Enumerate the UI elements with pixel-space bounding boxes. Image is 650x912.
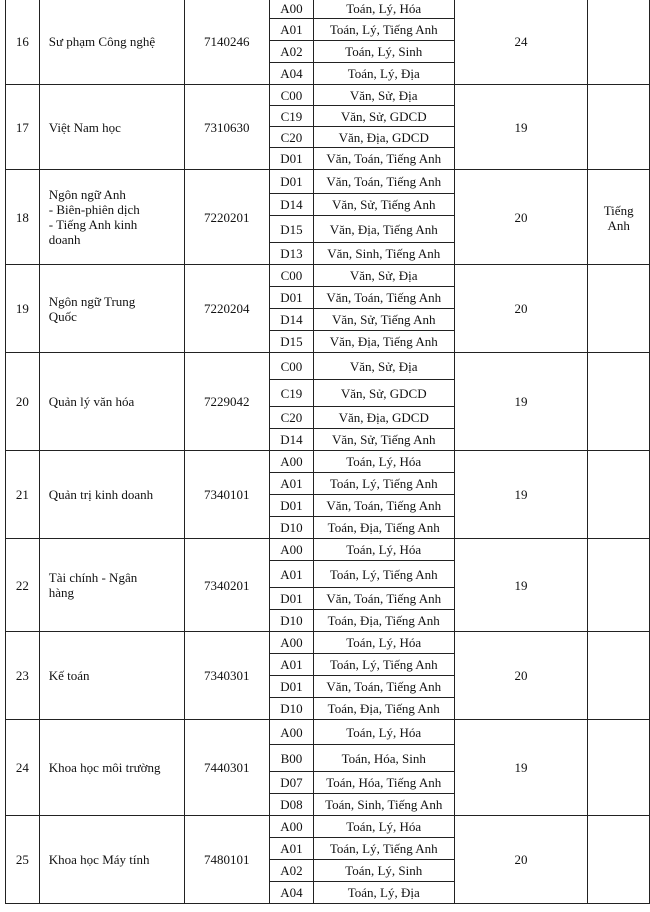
combo-subjects: Văn, Toán, Tiếng Anh bbox=[313, 170, 454, 194]
combo-code: C20 bbox=[270, 127, 314, 148]
row-number: 21 bbox=[6, 451, 40, 539]
combo-subjects: Toán, Lý, Tiếng Anh bbox=[313, 19, 454, 41]
combo-subjects: Toán, Lý, Hóa bbox=[313, 539, 454, 561]
program-name-line: Quốc bbox=[48, 308, 77, 324]
combo-subjects: Văn, Sử, Địa bbox=[313, 353, 454, 380]
row-number: 23 bbox=[6, 632, 40, 720]
combo-code: D10 bbox=[270, 517, 314, 539]
combo-code: A00 bbox=[270, 816, 314, 838]
combo-subjects: Toán, Lý, Hóa bbox=[313, 451, 454, 473]
program-name bbox=[39, 720, 184, 816]
table-row bbox=[6, 632, 650, 654]
combo-code: D01 bbox=[270, 148, 314, 170]
min-score: 20 bbox=[454, 265, 588, 353]
program-name bbox=[39, 451, 184, 539]
program-name bbox=[39, 85, 184, 170]
program-name-line: Quản lý văn hóa bbox=[48, 394, 135, 409]
program-code: 7140246 bbox=[184, 0, 270, 85]
combo-subjects: Văn, Sử, GDCD bbox=[313, 106, 454, 127]
combo-code: A02 bbox=[270, 860, 314, 882]
program-name-line: Ngôn ngữ Anh bbox=[48, 187, 126, 202]
combo-subjects: Văn, Sử, Tiếng Anh bbox=[313, 309, 454, 331]
combo-subjects: Toán, Lý, Sinh bbox=[313, 860, 454, 882]
row-number: 24 bbox=[6, 720, 40, 816]
row-number: 19 bbox=[6, 265, 40, 353]
combo-subjects: Văn, Sử, Tiếng Anh bbox=[313, 194, 454, 216]
combo-subjects: Toán, Địa, Tiếng Anh bbox=[313, 610, 454, 632]
program-name-line: Quản trị kinh doanh bbox=[48, 487, 154, 502]
program-name-line: Việt Nam học bbox=[48, 119, 121, 135]
combo-code: D01 bbox=[270, 495, 314, 517]
combo-code: C00 bbox=[270, 353, 314, 380]
note-cell bbox=[588, 720, 650, 816]
combo-subjects: Toán, Hóa, Sinh bbox=[313, 745, 454, 772]
combo-subjects: Văn, Địa, GDCD bbox=[313, 127, 454, 148]
combo-code: A01 bbox=[270, 19, 314, 41]
row-number: 25 bbox=[6, 816, 40, 904]
combo-code: A01 bbox=[270, 561, 314, 588]
combo-subjects: Toán, Lý, Hóa bbox=[313, 632, 454, 654]
row-number: 20 bbox=[6, 353, 40, 451]
combo-subjects: Văn, Toán, Tiếng Anh bbox=[313, 495, 454, 517]
combo-code: A02 bbox=[270, 41, 314, 63]
program-code: 7220204 bbox=[184, 265, 270, 353]
combo-subjects: Toán, Lý, Sinh bbox=[313, 41, 454, 63]
program-name bbox=[39, 539, 184, 632]
combo-subjects: Văn, Toán, Tiếng Anh bbox=[313, 676, 454, 698]
combo-subjects: Văn, Địa, Tiếng Anh bbox=[313, 216, 454, 243]
program-code: 7220201 bbox=[184, 170, 270, 265]
combo-code: D10 bbox=[270, 698, 314, 720]
program-name-line: doanh bbox=[48, 232, 81, 247]
combo-code: D01 bbox=[270, 676, 314, 698]
note-cell bbox=[588, 265, 650, 353]
combo-code: C00 bbox=[270, 85, 314, 106]
program-code: 7229042 bbox=[184, 353, 270, 451]
note-cell bbox=[588, 539, 650, 632]
note-line: Anh bbox=[607, 218, 630, 233]
admissions-table bbox=[5, 0, 650, 904]
combo-subjects: Văn, Sử, Địa bbox=[313, 265, 454, 287]
table-row bbox=[6, 85, 650, 106]
combo-code: A04 bbox=[270, 63, 314, 85]
program-code: 7480101 bbox=[184, 816, 270, 904]
combo-subjects: Văn, Toán, Tiếng Anh bbox=[313, 148, 454, 170]
note-cell bbox=[588, 816, 650, 904]
combo-code: A00 bbox=[270, 451, 314, 473]
note-line: Tiếng bbox=[603, 203, 634, 218]
combo-subjects: Toán, Lý, Hóa bbox=[313, 0, 454, 19]
note-cell bbox=[588, 451, 650, 539]
combo-code: C20 bbox=[270, 407, 314, 429]
combo-code: D15 bbox=[270, 331, 314, 353]
program-name-line: hàng bbox=[48, 585, 75, 600]
program-code: 7310630 bbox=[184, 85, 270, 170]
min-score: 24 bbox=[454, 0, 588, 85]
min-score: 19 bbox=[454, 539, 588, 632]
combo-code: A01 bbox=[270, 654, 314, 676]
combo-code: A00 bbox=[270, 0, 314, 19]
program-name-line: - Tiếng Anh kinh bbox=[48, 217, 138, 232]
min-score: 20 bbox=[454, 632, 588, 720]
program-name-line: Sư phạm Công nghệ bbox=[48, 34, 156, 49]
combo-code: D13 bbox=[270, 243, 314, 265]
table-row bbox=[6, 539, 650, 561]
combo-code: D15 bbox=[270, 216, 314, 243]
min-score: 19 bbox=[454, 85, 588, 170]
program-name-line: Khoa học Máy tính bbox=[48, 852, 150, 867]
table-row bbox=[6, 265, 650, 287]
combo-code: D01 bbox=[270, 170, 314, 194]
combo-code: C00 bbox=[270, 265, 314, 287]
program-name bbox=[39, 353, 184, 451]
program-name bbox=[39, 632, 184, 720]
combo-code: D01 bbox=[270, 287, 314, 309]
combo-subjects: Toán, Hóa, Tiếng Anh bbox=[313, 772, 454, 794]
note-cell bbox=[588, 170, 650, 265]
row-number: 17 bbox=[6, 85, 40, 170]
program-name-line: Kế toán bbox=[48, 668, 90, 683]
table-row bbox=[6, 170, 650, 194]
combo-code: A04 bbox=[270, 882, 314, 904]
combo-subjects: Văn, Toán, Tiếng Anh bbox=[313, 588, 454, 610]
row-number: 16 bbox=[6, 0, 40, 85]
table-row bbox=[6, 816, 650, 838]
row-number: 22 bbox=[6, 539, 40, 632]
combo-subjects: Toán, Lý, Tiếng Anh bbox=[313, 473, 454, 495]
combo-code: D14 bbox=[270, 429, 314, 451]
min-score: 20 bbox=[454, 170, 588, 265]
table-row bbox=[6, 0, 650, 19]
combo-subjects: Toán, Lý, Tiếng Anh bbox=[313, 838, 454, 860]
combo-code: D10 bbox=[270, 610, 314, 632]
combo-subjects: Toán, Lý, Tiếng Anh bbox=[313, 561, 454, 588]
program-name-line: Tài chính - Ngân bbox=[48, 570, 138, 585]
note-cell bbox=[588, 353, 650, 451]
combo-code: C19 bbox=[270, 106, 314, 127]
note-cell bbox=[588, 0, 650, 85]
min-score: 19 bbox=[454, 451, 588, 539]
program-name bbox=[39, 0, 184, 85]
combo-code: A01 bbox=[270, 473, 314, 495]
combo-code: D07 bbox=[270, 772, 314, 794]
combo-code: D01 bbox=[270, 588, 314, 610]
combo-subjects: Văn, Địa, GDCD bbox=[313, 407, 454, 429]
min-score: 19 bbox=[454, 720, 588, 816]
min-score: 19 bbox=[454, 353, 588, 451]
program-name bbox=[39, 816, 184, 904]
note-cell bbox=[588, 85, 650, 170]
combo-subjects: Toán, Địa, Tiếng Anh bbox=[313, 517, 454, 539]
combo-subjects: Toán, Lý, Địa bbox=[313, 63, 454, 85]
combo-subjects: Toán, Lý, Tiếng Anh bbox=[313, 654, 454, 676]
combo-subjects: Văn, Sinh, Tiếng Anh bbox=[313, 243, 454, 265]
combo-subjects: Văn, Sử, GDCD bbox=[313, 380, 454, 407]
program-name bbox=[39, 170, 184, 265]
table-row bbox=[6, 353, 650, 380]
program-code: 7340201 bbox=[184, 539, 270, 632]
combo-subjects: Toán, Lý, Hóa bbox=[313, 720, 454, 745]
combo-code: A00 bbox=[270, 720, 314, 745]
program-code: 7340301 bbox=[184, 632, 270, 720]
combo-subjects: Văn, Địa, Tiếng Anh bbox=[313, 331, 454, 353]
note-cell bbox=[588, 632, 650, 720]
table-row bbox=[6, 720, 650, 745]
combo-code: D14 bbox=[270, 309, 314, 331]
combo-subjects: Toán, Lý, Địa bbox=[313, 882, 454, 904]
combo-subjects: Toán, Địa, Tiếng Anh bbox=[313, 698, 454, 720]
combo-subjects: Toán, Lý, Hóa bbox=[313, 816, 454, 838]
combo-subjects: Văn, Sử, Địa bbox=[313, 85, 454, 106]
combo-code: B00 bbox=[270, 745, 314, 772]
combo-code: A01 bbox=[270, 838, 314, 860]
program-code: 7440301 bbox=[184, 720, 270, 816]
program-name-line: - Biên-phiên dịch bbox=[48, 202, 140, 217]
combo-code: A00 bbox=[270, 632, 314, 654]
program-code: 7340101 bbox=[184, 451, 270, 539]
combo-code: D08 bbox=[270, 794, 314, 816]
program-name bbox=[39, 265, 184, 353]
program-name-line: Khoa học môi trường bbox=[48, 760, 161, 775]
table-row bbox=[6, 451, 650, 473]
combo-subjects: Văn, Toán, Tiếng Anh bbox=[313, 287, 454, 309]
combo-subjects: Toán, Sinh, Tiếng Anh bbox=[313, 794, 454, 816]
program-name-line: Ngôn ngữ Trung bbox=[48, 293, 136, 309]
min-score: 20 bbox=[454, 816, 588, 904]
combo-code: D14 bbox=[270, 194, 314, 216]
combo-code: A00 bbox=[270, 539, 314, 561]
combo-code: C19 bbox=[270, 380, 314, 407]
combo-subjects: Văn, Sử, Tiếng Anh bbox=[313, 429, 454, 451]
row-number: 18 bbox=[6, 170, 40, 265]
